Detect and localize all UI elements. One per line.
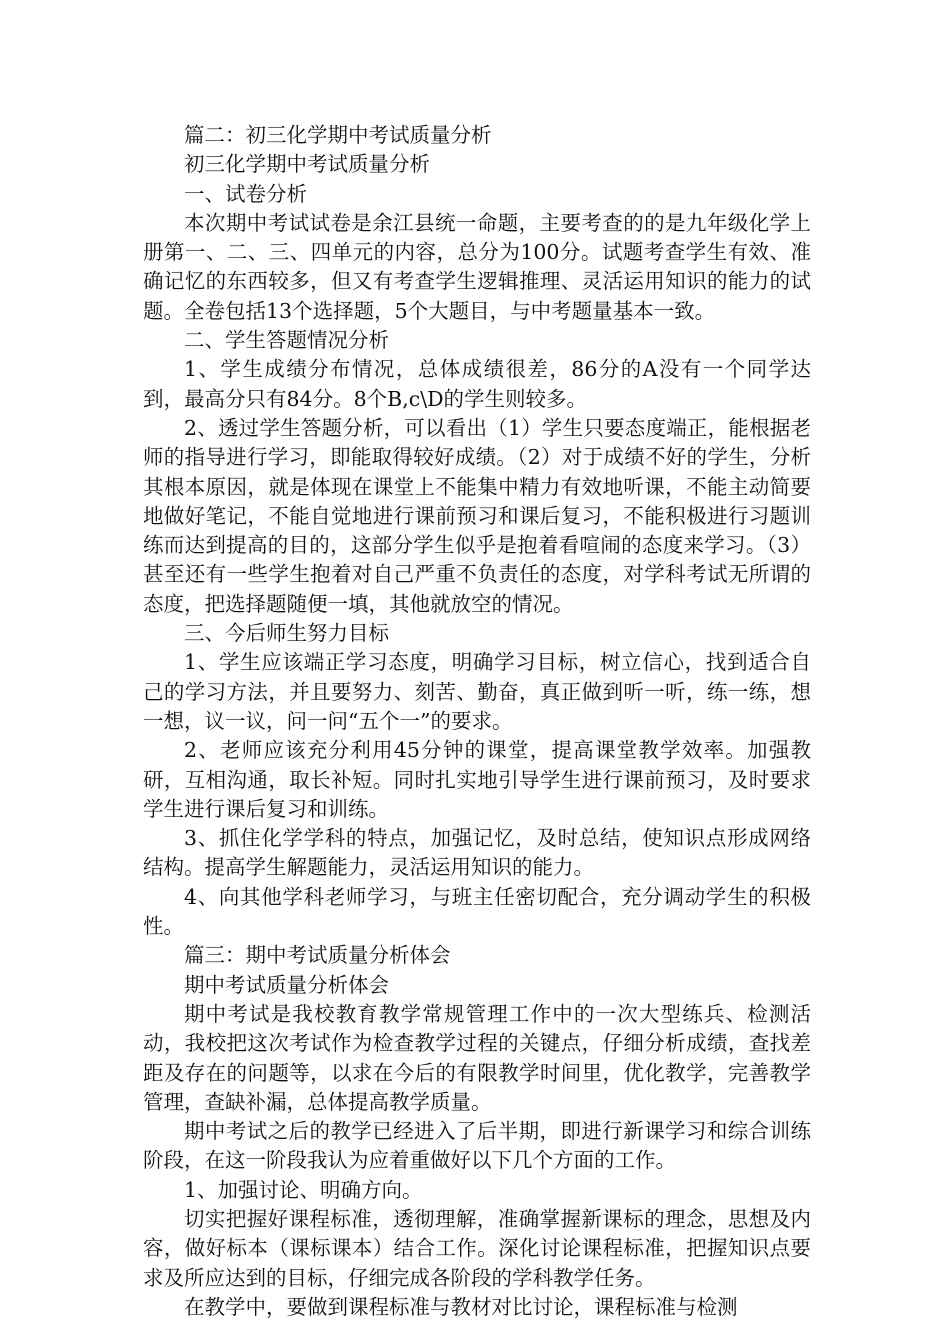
- section-title: 篇二：初三化学期中考试质量分析: [184, 123, 492, 147]
- document-title: 期中考试质量分析体会: [184, 972, 389, 997]
- section-title: 篇三：期中考试质量分析体会: [184, 943, 451, 968]
- body-paragraph: 3、抓住化学学科的特点，加强记忆，及时总结，使知识点形成网络结构。提高学生解题能力，灵活运用知识的能力。: [143, 826, 811, 880]
- body-paragraph: 期中考试是我校教育教学常规管理工作中的一次大型练兵、检测活动，我校把这次考试作为检查教学过程的关键点，仔细分析成绩，查找差距及存在的问题等，以求在今后的有限教学时间里，优化教学，完善教学管理，查缺补漏，总体提高教学质量。: [143, 1001, 811, 1114]
- body-paragraph: 1、学生应该端正学习态度，明确学习目标，树立信心，找到适合自己的学习方法，并且要努力、刻苦、勤奋，真正做到听一听，练一练，想一想，议一议，问一问“五个一”的要求。: [143, 650, 811, 733]
- body-paragraph: 2、老师应该充分利用45分钟的课堂，提高课堂教学效率。加强教研，互相沟通，取长补短。同时扎实地引导学生进行课前预习，及时要求学生进行课后复习和训练。: [143, 738, 811, 821]
- body-paragraph: 2、透过学生答题分析，可以看出（1）学生只要态度端正，能根据老师的指导进行学习，即能取得较好成绩。（2）对于成绩不好的学生，分析其根本原因，就是体现在课堂上不能集中精力有效地听课，不能主动简要地做好笔记，不能自觉地进行课前预习和课后复习，不能积极进行习题训练而达到提高的目的，这部分学生似乎是抱着看喧闹的态度来学习。（3）甚至还有一些学生抱着对自己严重不负责任的态度，对学科考试无所谓的态度，把选择题随便一填，其他就放空的情况。: [143, 415, 811, 616]
- body-paragraph: 1、学生成绩分布情况，总体成绩很差，86分的A没有一个同学达到，最高分只有84分。8个B,c\D的学生则较多。: [143, 357, 811, 411]
- body-paragraph: 切实把握好课程标准，透彻理解，准确掌握新课标的理念，思想及内容，做好标本（课标课本）结合工作。深化讨论课程标准，把握知识点要求及所应达到的目标，仔细完成各阶段的学科教学任务。: [143, 1206, 811, 1290]
- section-heading: 二、学生答题情况分析: [184, 328, 389, 353]
- document-page: [143, 121, 811, 1322]
- body-paragraph: 4、向其他学科老师学习，与班主任密切配合，充分调动学生的积极性。: [143, 884, 811, 939]
- section-heading: 1、加强讨论、明确方向。: [184, 1177, 423, 1202]
- body-paragraph: 期中考试之后的教学已经进入了后半期，即进行新课学习和综合训练阶段，在这一阶段我认为应着重做好以下几个方面的工作。: [143, 1119, 811, 1173]
- body-paragraph: 本次期中考试试卷是余江县统一命题，主要考查的的是九年级化学上册第一、二、三、四单元的内容，总分为100分。试题考查学生有效、准确记忆的东西较多，但又有考查学生逻辑推理、灵活运用知识的能力的试题。全卷包括13个选择题，5个大题目，与中考题量基本一致。: [143, 210, 811, 323]
- section-heading: 一、试卷分析: [184, 181, 307, 206]
- body-paragraph: 在教学中，要做到课程标准与教材对比讨论，课程标准与检测: [184, 1294, 738, 1319]
- document-title: 初三化学期中考试质量分析: [184, 152, 430, 177]
- section-heading: 三、今后师生努力目标: [184, 621, 389, 646]
